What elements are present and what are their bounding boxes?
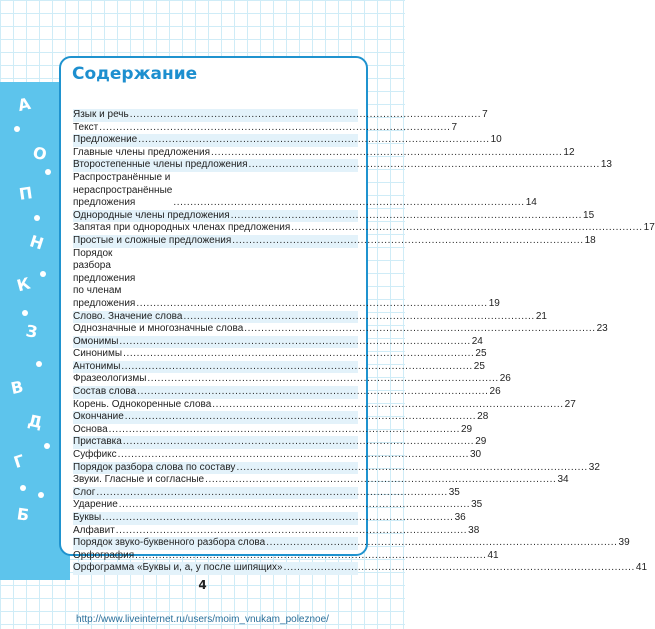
toc-entry-text: Предложение: [73, 134, 138, 146]
toc-entry: Второстепенные члены предложения ........................................................................................................ 13: [73, 159, 612, 171]
toc-entry: Звуки. Гласные и согласные ........................................................................................................ 34: [73, 474, 569, 486]
toc-entry-text: Слог: [73, 486, 96, 498]
table-of-contents: [73, 109, 655, 575]
toc-entry-text: Корень. Однокоренные слова: [73, 398, 212, 410]
toc-entry-text: Орфограмма «Буквы и, а, у после шипящих»: [73, 562, 283, 574]
toc-entry-page: 28: [477, 411, 489, 423]
toc-entry: Антонимы ........................................................................................................ 25: [73, 360, 485, 372]
toc-entry: Корень. Однокоренные слова ........................................................................................................ 27: [73, 398, 576, 410]
toc-entry-text: Язык и речь: [73, 109, 129, 120]
decor-dot: [20, 485, 26, 491]
toc-entry-text: Синонимы: [73, 348, 123, 360]
toc-entry-text: Омонимы: [73, 335, 119, 347]
toc-entry-page: 41: [635, 562, 648, 574]
toc-entry-page: 25: [473, 360, 485, 372]
toc-entry-text: Буквы: [73, 512, 102, 523]
toc-entry: Язык и речь ........................................................................................................ 7: [73, 109, 488, 120]
page-number: 4: [198, 578, 207, 592]
toc-entry: Приставка ........................................................................................................ 29: [73, 436, 487, 448]
toc-entry: Синонимы ........................................................................................................ 25: [73, 348, 487, 360]
toc-entry-page: 21: [535, 310, 547, 322]
toc-entry: Окончание ........................................................................................................ 28: [73, 411, 489, 423]
toc-entry-text: Ударение: [73, 499, 118, 511]
toc-entry: Главные члены предложения ........................................................................................................ 12: [73, 146, 575, 158]
decor-letter: Б: [15, 504, 31, 525]
toc-entry-text: Порядок разбора слова по составу: [73, 461, 236, 473]
toc-entry-page: 12: [563, 146, 575, 158]
source-watermark: http://www.liveinternet.ru/users/moim_vnukam_poleznoe/: [76, 614, 329, 625]
decor-dot: [44, 443, 50, 449]
toc-entry-page: 7: [482, 109, 488, 120]
toc-entry-text: Слово. Значение слова: [73, 310, 183, 322]
toc-entry: Орфограмма «Буквы и, а, у после шипящих» ........................................................................................................ 41: [73, 562, 648, 574]
toc-entry: Простые и сложные предложения ........................................................................................................ 18: [73, 234, 596, 246]
toc-entry-page: 32: [588, 461, 600, 473]
decor-dot: [34, 215, 40, 221]
decor-letter: Г: [11, 450, 27, 473]
toc-entry: Предложение ........................................................................................................ 10: [73, 134, 502, 146]
toc-entry-text: Окончание: [73, 411, 124, 423]
toc-entry: Буквы ........................................................................................................ 36: [73, 512, 466, 523]
decor-letter: К: [14, 273, 33, 296]
toc-entry: Ударение ........................................................................................................ 35: [73, 499, 483, 511]
toc-entry: Алфавит ........................................................................................................ 38: [73, 524, 480, 536]
decor-letter: Д: [26, 410, 45, 433]
decor-letter: Н: [27, 231, 46, 254]
toc-entry-text: Текст: [73, 121, 99, 133]
toc-entry-page: 36: [454, 512, 466, 523]
toc-entry-page: 39: [618, 537, 630, 549]
decor-letter: О: [30, 142, 49, 165]
toc-entry-text: Простые и сложные предложения: [73, 234, 232, 246]
toc-entry-page: 15: [583, 209, 595, 221]
toc-entry: Однозначные и многозначные слова ........................................................................................................ 23: [73, 323, 608, 335]
decor-dot: [14, 126, 20, 132]
toc-entry: Суффикс ........................................................................................................ 30: [73, 449, 482, 461]
decor-dot: [22, 310, 28, 316]
toc-entry-page: 35: [448, 486, 460, 498]
decor-dot: [45, 169, 51, 175]
toc-entry-page: 23: [596, 323, 608, 335]
toc-entry: Основа ........................................................................................................ 29: [73, 423, 473, 435]
toc-entry-text: Основа: [73, 423, 108, 435]
toc-entry-text: Антонимы: [73, 360, 121, 372]
decor-letter: П: [17, 183, 34, 204]
toc-entry: Порядок разбора предложения по членам предложения ........................................................................................................ 19: [73, 247, 500, 309]
toc-entry-text: Суффикс: [73, 449, 117, 461]
toc-entry-text: Второстепенные члены предложения: [73, 159, 248, 171]
toc-entry-page: 18: [584, 234, 596, 246]
toc-entry-page: 29: [460, 423, 473, 435]
toc-entry-text: Однородные члены предложения: [73, 209, 230, 221]
toc-entry-text: Распространённые и нераспространённые предложения: [73, 171, 173, 209]
decor-dot: [38, 492, 44, 498]
toc-entry: Состав слова ........................................................................................................ 26: [73, 386, 501, 398]
toc-entry-page: 34: [557, 474, 569, 486]
toc-entry-text: Главные члены предложения: [73, 146, 211, 158]
toc-entry-page: 26: [489, 386, 501, 398]
toc-entry-page: 13: [600, 159, 612, 171]
toc-entry-page: 10: [490, 134, 502, 146]
toc-entry-page: 14: [525, 197, 537, 209]
toc-entry-text: Приставка: [73, 436, 122, 448]
toc-entry: Слово. Значение слова ........................................................................................................ 21: [73, 310, 547, 322]
toc-entry-text: Звуки. Гласные и согласные: [73, 474, 205, 486]
toc-entry-text: Порядок звуко-буквенного разбора слова: [73, 537, 266, 549]
toc-entry-page: 7: [451, 121, 458, 133]
toc-entry: Текст ........................................................................................................ 7: [73, 121, 458, 133]
toc-entry-text: Состав слова: [73, 386, 137, 398]
toc-entry-text: Орфография: [73, 549, 135, 561]
toc-entry-text: Алфавит: [73, 524, 115, 536]
toc-entry-page: 17: [643, 222, 655, 234]
toc-entry-page: 35: [471, 499, 483, 511]
toc-entry-page: 26: [499, 373, 511, 385]
decor-letter: А: [16, 93, 33, 116]
toc-entry: Орфография ........................................................................................................ 41: [73, 549, 499, 561]
toc-entry: Распространённые и нераспространённые предложения ........................................................................................................ 14: [73, 171, 537, 209]
page-title: Содержание: [72, 64, 198, 84]
toc-entry-page: 25: [475, 348, 487, 360]
toc-entry-text: Запятая при однородных членах предложения: [73, 222, 291, 234]
decor-letter: З: [24, 321, 39, 342]
toc-entry-page: 19: [488, 297, 500, 309]
toc-entry-page: 24: [471, 335, 483, 347]
toc-entry-text: Однозначные и многозначные слова: [73, 323, 244, 335]
toc-entry: Порядок звуко-буквенного разбора слова ........................................................................................................ 39: [73, 537, 630, 549]
toc-entry-page: 41: [487, 549, 499, 561]
toc-entry-page: 27: [564, 398, 576, 410]
toc-entry-text: Фразеологизмы: [73, 373, 147, 385]
toc-entry-page: 30: [470, 449, 482, 461]
toc-entry: Омонимы ........................................................................................................ 24: [73, 335, 483, 347]
toc-entry-page: 29: [475, 436, 487, 448]
toc-entry: Фразеологизмы ........................................................................................................ 26: [73, 373, 511, 385]
toc-entry-text: Порядок разбора предложения по членам предложения: [73, 247, 136, 309]
toc-entry: Порядок разбора слова по составу ........................................................................................................ 32: [73, 461, 600, 473]
decor-dot: [36, 361, 42, 367]
toc-entry: Слог ........................................................................................................ 35: [73, 486, 460, 498]
decor-dot: [40, 271, 46, 277]
toc-entry: Запятая при однородных членах предложения ........................................................................................................ 17: [73, 222, 655, 234]
toc-entry-page: 38: [468, 524, 480, 536]
decor-letter: В: [9, 376, 26, 399]
toc-entry: Однородные члены предложения ........................................................................................................ 15: [73, 209, 595, 221]
